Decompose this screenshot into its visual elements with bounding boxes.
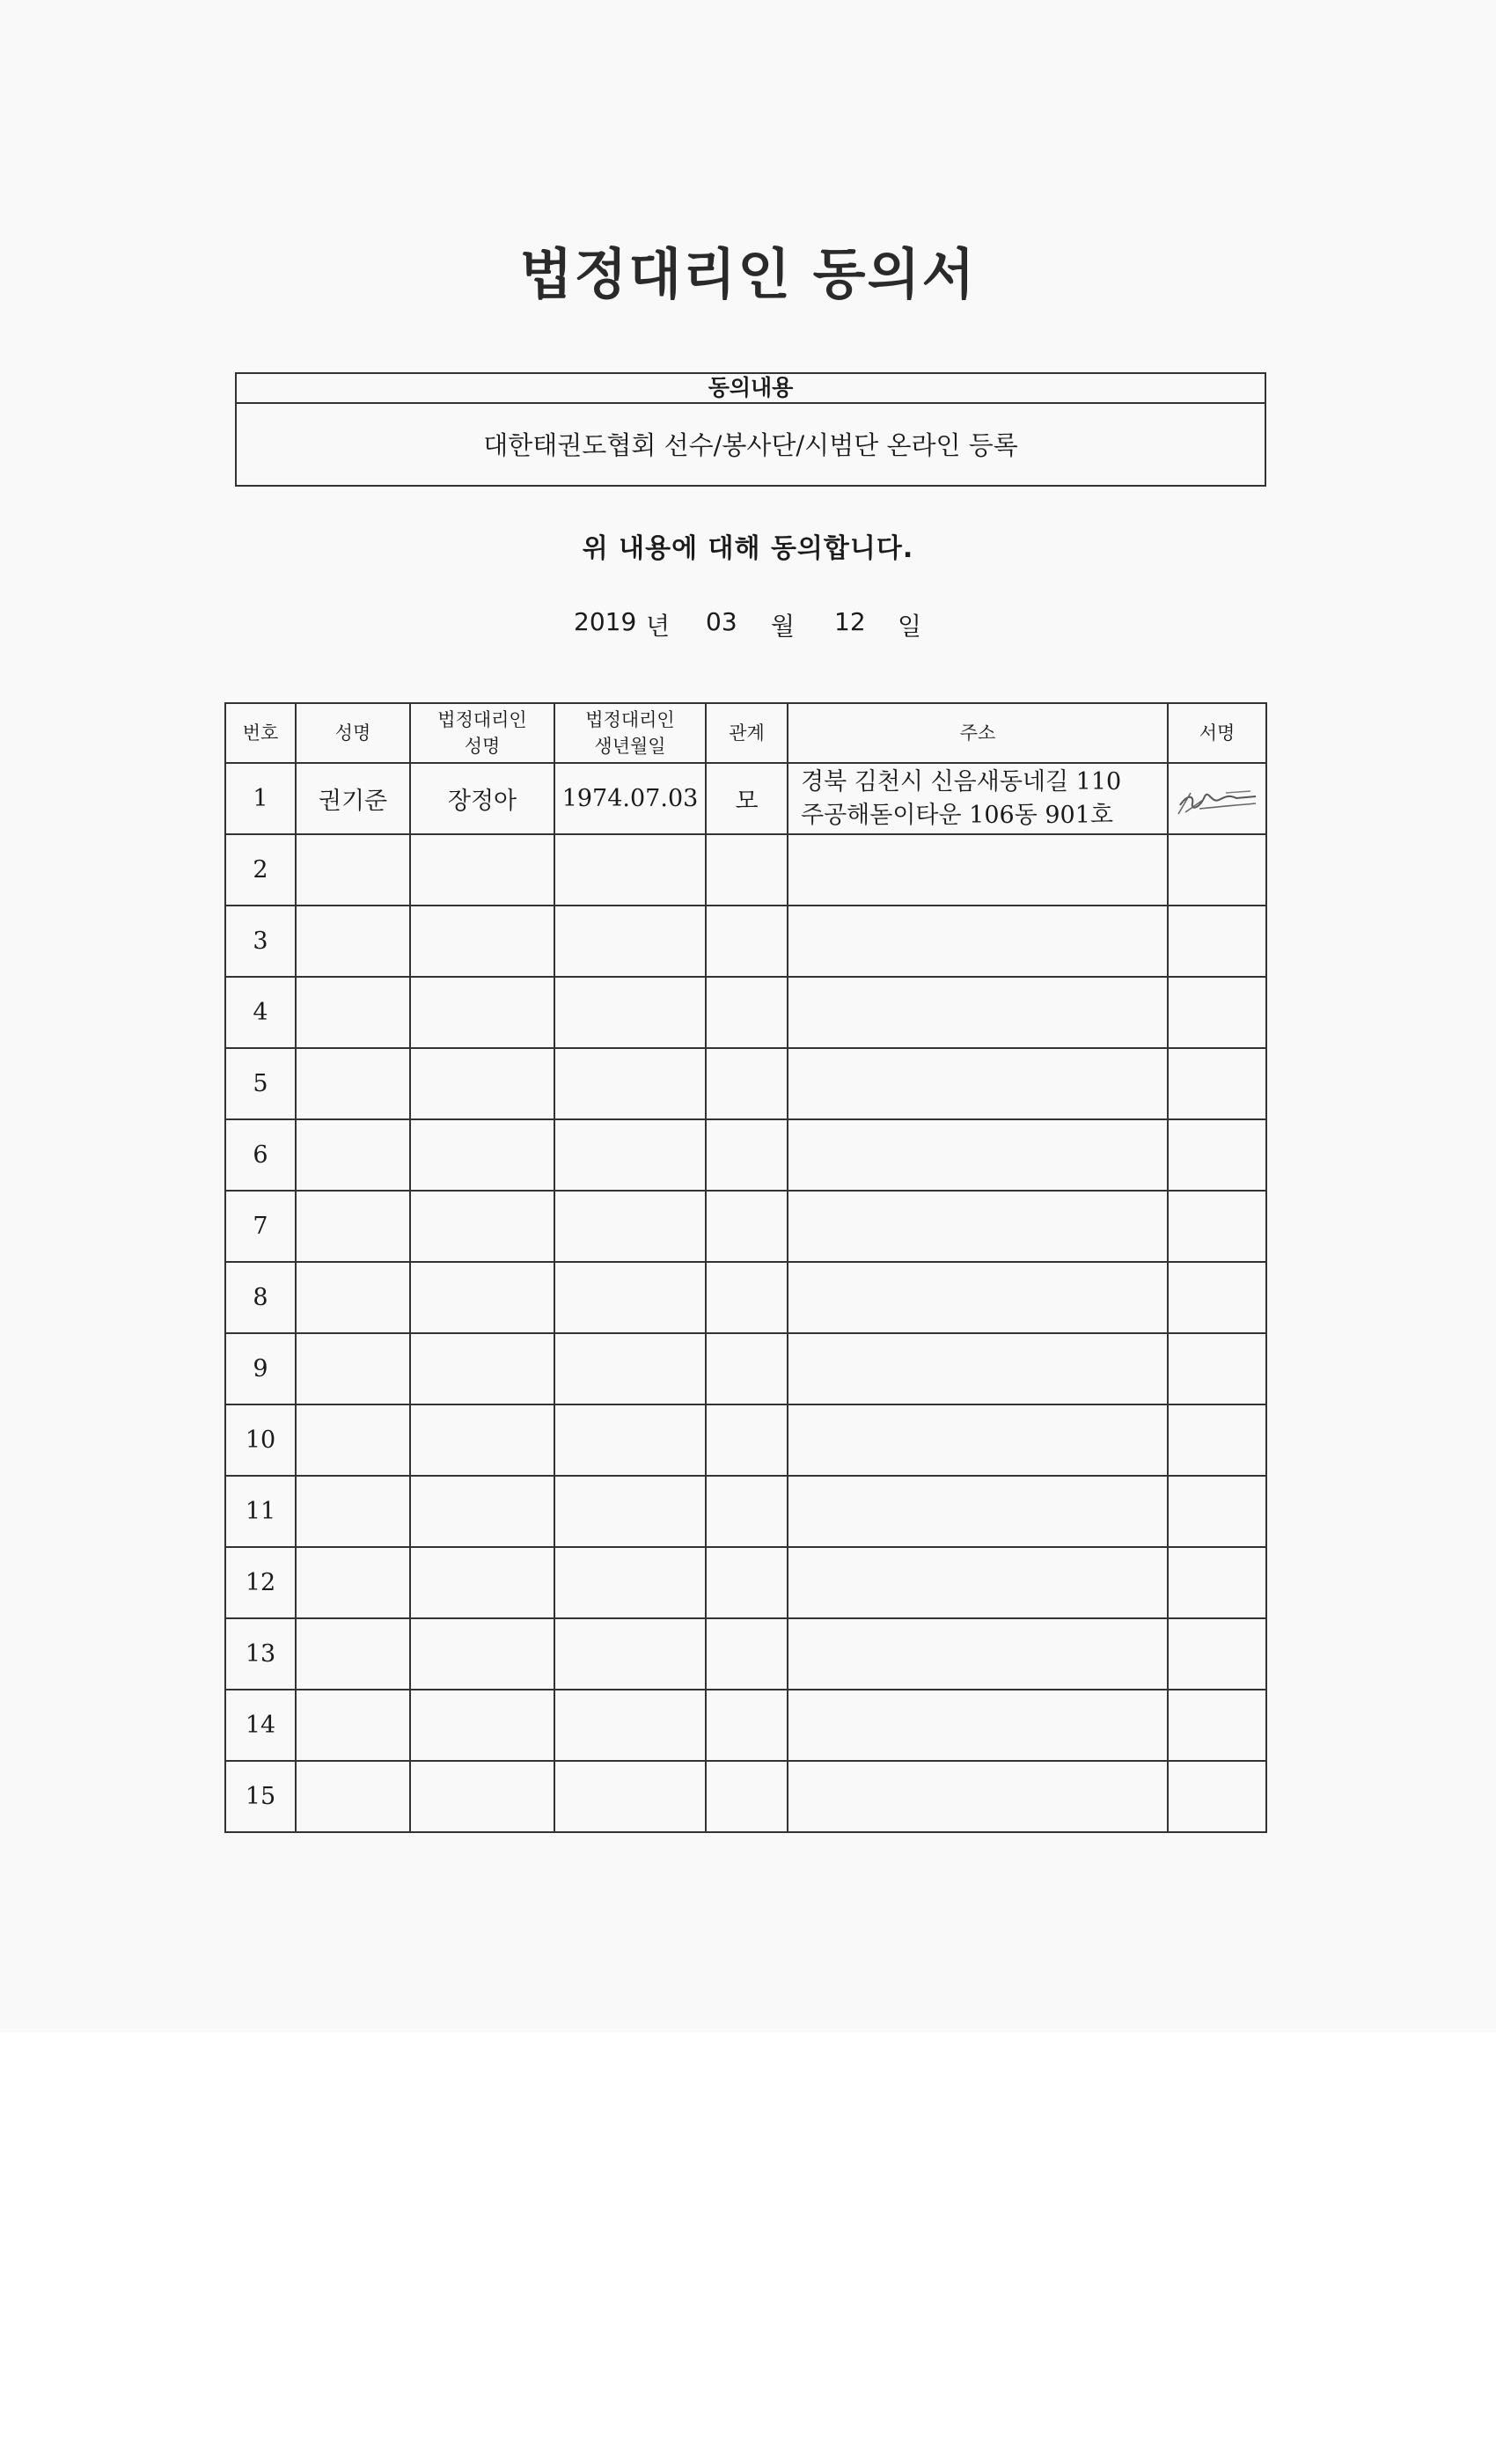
header-address: 주소: [788, 703, 1168, 763]
cell-guardian-name: [410, 1404, 554, 1476]
consent-box: [235, 372, 1266, 487]
cell-number: 6: [225, 1119, 296, 1191]
cell-address: [788, 834, 1168, 906]
cell-address: [788, 906, 1168, 977]
cell-relation: [706, 977, 788, 1048]
cell-name: [296, 1119, 410, 1191]
cell-name: [296, 1690, 410, 1761]
cell-number: 9: [225, 1333, 296, 1404]
cell-guardian-name: [410, 1262, 554, 1333]
cell-address: [788, 1048, 1168, 1119]
table-row: [225, 1618, 1266, 1690]
cell-guardian-name: [410, 834, 554, 906]
address-line-1: 경북 김천시 신음새동네길 110: [801, 767, 1122, 796]
table-row: [225, 763, 1266, 834]
table-row: [225, 834, 1266, 906]
cell-signature: [1168, 1547, 1266, 1618]
cell-name: [296, 1333, 410, 1404]
cell-guardian-name: [410, 1333, 554, 1404]
cell-relation: [706, 1476, 788, 1547]
cell-address: [788, 1404, 1168, 1476]
cell-guardian-name: [410, 1119, 554, 1191]
cell-signature: [1168, 1404, 1266, 1476]
cell-guardian-birth: [554, 1618, 706, 1690]
table-row: [225, 977, 1266, 1048]
handwritten-signature: [1173, 777, 1261, 821]
header-guardian-name: 법정대리인 성명: [410, 703, 554, 763]
cell-signature: [1168, 1333, 1266, 1404]
cell-signature: [1168, 1476, 1266, 1547]
cell-signature: [1168, 1262, 1266, 1333]
address-line-2: 주공해돋이타운 106동 901호: [801, 801, 1113, 829]
cell-address: [788, 1690, 1168, 1761]
cell-guardian-birth: 1974.07.03: [554, 763, 706, 834]
cell-address: [788, 1618, 1168, 1690]
cell-number: 1: [225, 763, 296, 834]
cell-relation: [706, 1119, 788, 1191]
cell-number: 15: [225, 1761, 296, 1832]
cell-name: [296, 1191, 410, 1262]
cell-signature: [1168, 1690, 1266, 1761]
header-relation: 관계: [706, 703, 788, 763]
cell-relation: [706, 1262, 788, 1333]
cell-signature: [1168, 1761, 1266, 1832]
cell-guardian-birth: [554, 1404, 706, 1476]
cell-guardian-birth: [554, 1191, 706, 1262]
cell-name: [296, 1547, 410, 1618]
cell-name: [296, 1761, 410, 1832]
cell-guardian-birth: [554, 1119, 706, 1191]
cell-guardian-birth: [554, 1262, 706, 1333]
table-row: [225, 1262, 1266, 1333]
cell-guardian-birth: [554, 1690, 706, 1761]
cell-number: 12: [225, 1547, 296, 1618]
table-row: [225, 1119, 1266, 1191]
date-year-label: 년: [646, 612, 671, 641]
cell-signature: [1168, 1191, 1266, 1262]
table-row: [225, 1048, 1266, 1119]
table-row: [225, 1761, 1266, 1832]
cell-address: [788, 1262, 1168, 1333]
cell-address: [788, 1119, 1168, 1191]
cell-number: 4: [225, 977, 296, 1048]
cell-number: 10: [225, 1404, 296, 1476]
cell-relation: [706, 1048, 788, 1119]
table-row: [225, 1476, 1266, 1547]
cell-guardian-name: [410, 1547, 554, 1618]
table-row: [225, 1404, 1266, 1476]
cell-name: [296, 906, 410, 977]
cell-number: 5: [225, 1048, 296, 1119]
cell-number: 8: [225, 1262, 296, 1333]
cell-name: [296, 1048, 410, 1119]
cell-signature: [1168, 906, 1266, 977]
cell-signature: [1168, 1618, 1266, 1690]
cell-signature: [1168, 834, 1266, 906]
cell-address: [788, 1191, 1168, 1262]
cell-address: [788, 977, 1168, 1048]
cell-guardian-birth: [554, 977, 706, 1048]
cell-relation: [706, 906, 788, 977]
cell-number: 14: [225, 1690, 296, 1761]
cell-address: [788, 763, 1168, 834]
cell-name: [296, 977, 410, 1048]
cell-relation: [706, 1618, 788, 1690]
table-row: [225, 1333, 1266, 1404]
cell-relation: [706, 1547, 788, 1618]
header-number: 번호: [225, 703, 296, 763]
table-row: [225, 1690, 1266, 1761]
consent-header: 동의내용: [237, 374, 1265, 404]
header-guardian-birth: 법정대리인 생년월일: [554, 703, 706, 763]
cell-address: [788, 1476, 1168, 1547]
date-day-label: 일: [898, 612, 922, 641]
cell-relation: 모: [706, 763, 788, 834]
table-row: [225, 1547, 1266, 1618]
cell-name: [296, 1618, 410, 1690]
cell-guardian-birth: [554, 1547, 706, 1618]
cell-guardian-name: [410, 1618, 554, 1690]
table-row: [225, 906, 1266, 977]
cell-guardian-name: [410, 977, 554, 1048]
cell-guardian-name: [410, 1690, 554, 1761]
table-row: [225, 1191, 1266, 1262]
cell-guardian-birth: [554, 906, 706, 977]
cell-number: 13: [225, 1618, 296, 1690]
cell-guardian-name: [410, 1761, 554, 1832]
cell-guardian-name: [410, 1191, 554, 1262]
date-year: 2019: [574, 607, 637, 636]
cell-guardian-birth: [554, 1761, 706, 1832]
header-signature: 서명: [1168, 703, 1266, 763]
cell-signature: [1168, 1119, 1266, 1191]
cell-guardian-birth: [554, 834, 706, 906]
cell-address: [788, 1333, 1168, 1404]
consent-content: 대한태권도협회 선수/봉사단/시범단 온라인 등록: [483, 430, 1018, 460]
cell-guardian-name: [410, 1048, 554, 1119]
cell-number: 7: [225, 1191, 296, 1262]
cell-name: 권기준: [296, 763, 410, 834]
document-title: 법정대리인 동의서: [519, 242, 977, 306]
cell-address: [788, 1761, 1168, 1832]
cell-guardian-birth: [554, 1048, 706, 1119]
table-header-row: [225, 703, 1266, 763]
cell-relation: [706, 1404, 788, 1476]
cell-number: 11: [225, 1476, 296, 1547]
cell-relation: [706, 834, 788, 906]
cell-relation: [706, 1761, 788, 1832]
cell-guardian-birth: [554, 1333, 706, 1404]
date-month: 03: [706, 607, 737, 636]
guardian-table: [224, 702, 1267, 1833]
cell-name: [296, 1476, 410, 1547]
agreement-text: 위 내용에 대해 동의합니다.: [582, 533, 914, 564]
cell-guardian-name: 장정아: [410, 763, 554, 834]
date-day: 12: [834, 607, 866, 636]
cell-guardian-birth: [554, 1476, 706, 1547]
cell-guardian-name: [410, 1476, 554, 1547]
cell-signature: [1168, 1048, 1266, 1119]
cell-address: [788, 1547, 1168, 1618]
cell-relation: [706, 1690, 788, 1761]
cell-name: [296, 1262, 410, 1333]
cell-relation: [706, 1191, 788, 1262]
cell-guardian-name: [410, 906, 554, 977]
cell-number: 2: [225, 834, 296, 906]
cell-signature: [1168, 763, 1266, 834]
date-month-label: 월: [771, 612, 796, 641]
cell-signature: [1168, 977, 1266, 1048]
cell-name: [296, 834, 410, 906]
cell-number: 3: [225, 906, 296, 977]
header-name: 성명: [296, 703, 410, 763]
cell-relation: [706, 1333, 788, 1404]
cell-name: [296, 1404, 410, 1476]
